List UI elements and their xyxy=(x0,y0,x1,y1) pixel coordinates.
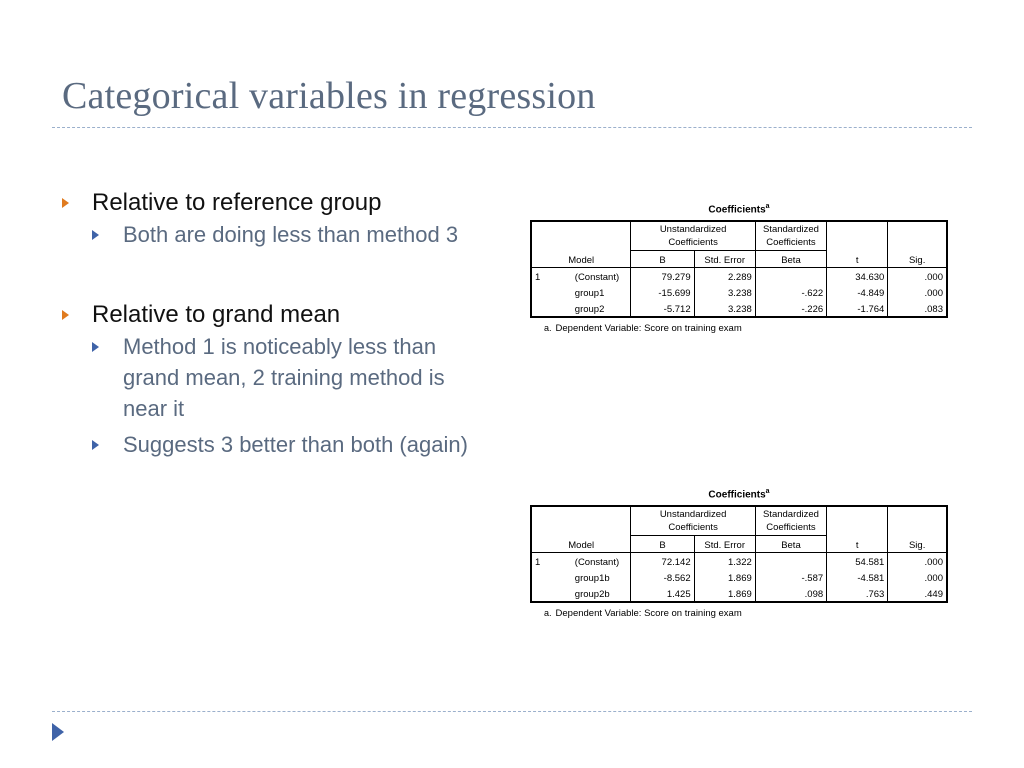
cell-t: -4.581 xyxy=(827,569,888,585)
table-row xyxy=(531,553,947,570)
header-std-error: Std. Error xyxy=(694,251,755,268)
coefficients-table-1 xyxy=(530,200,948,334)
header-blank-sig xyxy=(888,221,947,251)
header-model: Model xyxy=(568,540,595,551)
footnote-text: Dependent Variable: Score on training exam xyxy=(555,608,742,619)
header-sig: Sig. xyxy=(888,251,947,268)
cell-sig: .083 xyxy=(888,300,947,317)
bullet-arrow-icon xyxy=(62,198,69,208)
header-beta: Beta xyxy=(755,536,826,553)
header-unstandardized: Unstandardized Coefficients xyxy=(631,221,755,251)
cell-sig: .000 xyxy=(888,284,947,300)
footnote-mark: a. xyxy=(544,323,552,333)
cell-b: 79.279 xyxy=(631,268,694,285)
cell-label: (Constant) xyxy=(572,553,631,570)
bullet-arrow-icon xyxy=(62,310,69,320)
cell-t: 54.581 xyxy=(827,553,888,570)
cell-beta: -.622 xyxy=(755,284,826,300)
cell-label: group1b xyxy=(574,573,610,584)
sub-bullet-text: Both are doing less than method 3 xyxy=(123,222,459,247)
bullet-list xyxy=(62,186,492,460)
sub-bullet-arrow-icon xyxy=(92,230,99,240)
cell-b: 72.142 xyxy=(631,553,694,570)
cell-label: group1 xyxy=(574,288,605,299)
cell-label: group2 xyxy=(574,304,605,315)
header-t: t xyxy=(827,536,888,553)
table-row xyxy=(531,268,947,285)
cell-beta xyxy=(755,268,826,285)
header-blank-sig xyxy=(888,506,947,536)
footnote-text: Dependent Variable: Score on training exam xyxy=(555,323,742,334)
bullet-item xyxy=(62,186,492,219)
coefficients-grid xyxy=(530,220,948,318)
cell-model: 1 xyxy=(531,268,572,285)
cell-sig: .449 xyxy=(888,585,947,602)
cell-label: (Constant) xyxy=(572,268,631,285)
cell-t: -1.764 xyxy=(827,300,888,317)
header-unstandardized: Unstandardized Coefficients xyxy=(631,506,755,536)
table-footnote xyxy=(530,323,948,334)
title-divider xyxy=(52,127,972,128)
header-standardized: Standardized Coefficients xyxy=(755,506,826,536)
cell-beta: -.226 xyxy=(755,300,826,317)
cell-se: 3.238 xyxy=(694,284,755,300)
sub-bullet-arrow-icon xyxy=(92,440,99,450)
table-caption-text: Coefficients xyxy=(708,204,766,216)
header-sig: Sig. xyxy=(888,536,947,553)
cell-model xyxy=(531,585,572,602)
table-row xyxy=(531,300,947,317)
table-row xyxy=(531,284,947,300)
header-model: Model xyxy=(568,255,595,266)
cell-t: 34.630 xyxy=(827,268,888,285)
table-footnote xyxy=(530,608,948,619)
table-row xyxy=(531,569,947,585)
sub-bullet-item xyxy=(92,331,492,424)
cell-b: -8.562 xyxy=(631,569,694,585)
cell-t: .763 xyxy=(827,585,888,602)
table-caption xyxy=(530,485,948,505)
table-caption-text: Coefficients xyxy=(708,489,766,501)
bullet-item xyxy=(62,298,492,331)
header-blank-t xyxy=(827,506,888,536)
header-standardized: Standardized Coefficients xyxy=(755,221,826,251)
header-blank xyxy=(531,221,631,251)
cell-label: group2b xyxy=(574,589,610,600)
coefficients-grid xyxy=(530,505,948,603)
cell-b: -15.699 xyxy=(631,284,694,300)
cell-se: 3.238 xyxy=(694,300,755,317)
header-std-error: Std. Error xyxy=(694,536,755,553)
cell-sig: .000 xyxy=(888,553,947,570)
cell-beta: .098 xyxy=(755,585,826,602)
bullet-text: Relative to grand mean xyxy=(92,301,341,328)
header-blank xyxy=(531,506,631,536)
header-blank-t xyxy=(827,221,888,251)
table-caption xyxy=(530,200,948,220)
header-b: B xyxy=(631,536,694,553)
sub-bullet-item xyxy=(92,429,492,460)
cell-beta xyxy=(755,553,826,570)
cell-sig: .000 xyxy=(888,569,947,585)
coefficients-table-2 xyxy=(530,485,948,619)
cell-model xyxy=(531,300,572,317)
cell-se: 2.289 xyxy=(694,268,755,285)
sub-bullet-text: Method 1 is noticeably less than grand mean, 2 training method is near it xyxy=(123,334,445,421)
sub-bullet-arrow-icon xyxy=(92,342,99,352)
cell-b: -5.712 xyxy=(631,300,694,317)
sub-bullet-text: Suggests 3 better than both (again) xyxy=(123,432,468,457)
table-caption-footnote-mark: a xyxy=(765,203,770,210)
header-t: t xyxy=(827,251,888,268)
footer-divider xyxy=(52,711,972,712)
cell-se: 1.869 xyxy=(694,569,755,585)
cell-se: 1.322 xyxy=(694,553,755,570)
bullet-text: Relative to reference group xyxy=(92,189,382,216)
cell-se: 1.869 xyxy=(694,585,755,602)
cell-b: 1.425 xyxy=(631,585,694,602)
footnote-mark: a. xyxy=(544,608,552,618)
cell-model: 1 xyxy=(531,553,572,570)
cell-model xyxy=(531,284,572,300)
header-beta: Beta xyxy=(755,251,826,268)
sub-bullet-item xyxy=(92,219,492,250)
slide-title: Categorical variables in regression xyxy=(62,75,596,117)
cell-sig: .000 xyxy=(888,268,947,285)
table-caption-footnote-mark: a xyxy=(765,488,770,495)
cell-t: -4.849 xyxy=(827,284,888,300)
play-arrow-icon xyxy=(52,723,64,741)
table-row xyxy=(531,585,947,602)
cell-beta: -.587 xyxy=(755,569,826,585)
cell-model xyxy=(531,569,572,585)
header-b: B xyxy=(631,251,694,268)
